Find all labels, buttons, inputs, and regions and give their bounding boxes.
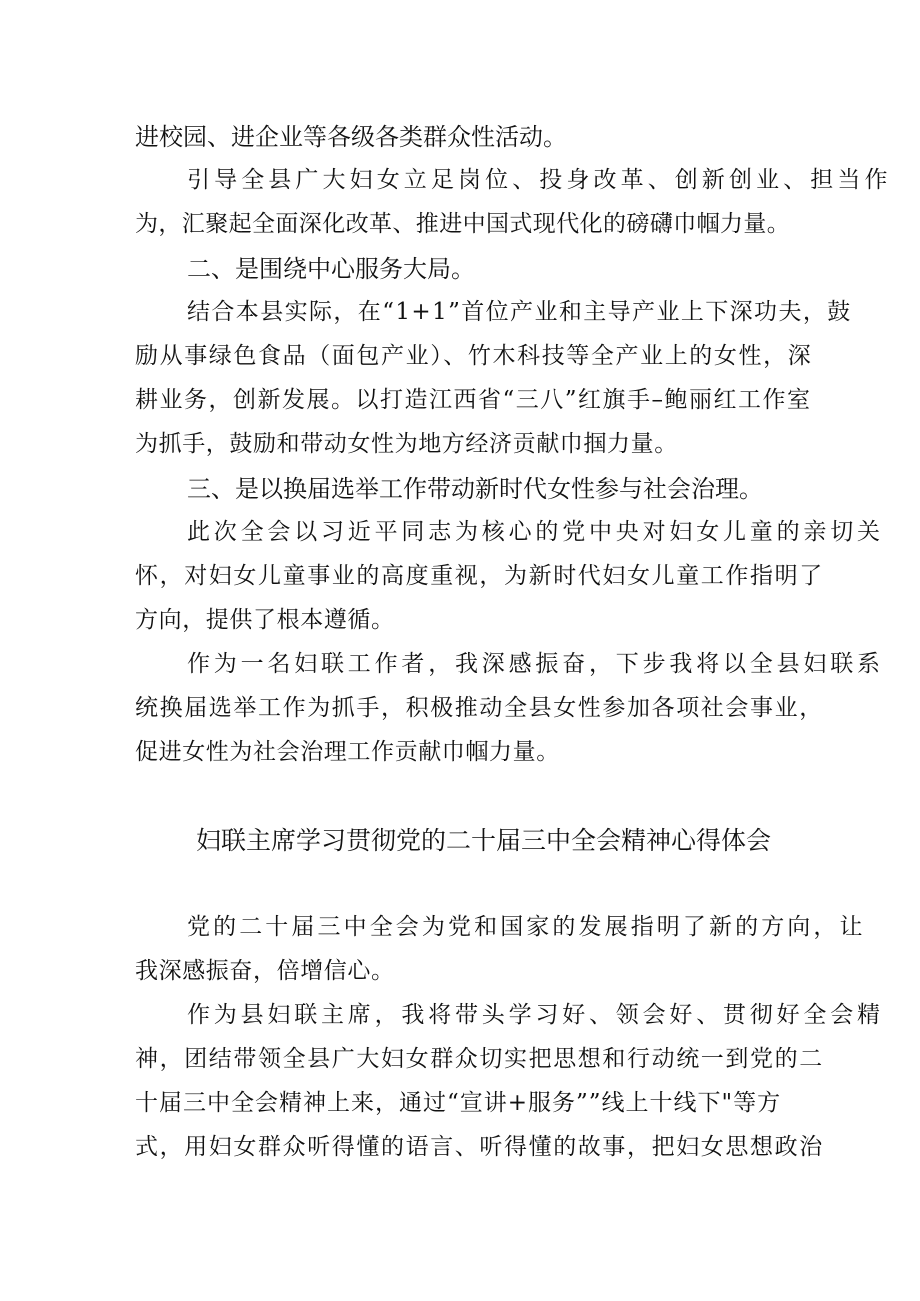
section-heading: 二、是围绕中心服务大局。 — [187, 255, 475, 283]
paragraph-line: 怀，对妇女儿童事业的高度重视，为新时代妇女儿童工作指明了 — [135, 563, 824, 589]
paragraph-continuation: 进校园、进企业等各级各类群众性活动。 — [135, 123, 567, 151]
paragraph-line: 结合本县实际，在“1+1”首位产业和主导产业上下深功夫，鼓 — [187, 299, 852, 325]
paragraph-line: 作为一名妇联工作者，我深感振奋，下步我将以全县妇联系 — [187, 651, 884, 677]
paragraph-line: 方向，提供了根本遵循。 — [135, 607, 395, 633]
paragraph-line: 党的二十届三中全会为党和国家的发展指明了新的方向，让 — [187, 914, 866, 940]
article-title: 妇联主席学习贯彻党的二十届三中全会精神心得体会 — [196, 826, 772, 855]
paragraph-line: 式，用妇女群众听得懂的语言、听得懂的故事，把妇女思想政治 — [135, 1134, 824, 1160]
paragraph-line: 十届三中全会精神上来，通过“宣讲+服务””线上十线下"等方 — [135, 1090, 782, 1116]
paragraph-line: 促进女性为社会治理工作贡献巾帼力量。 — [135, 739, 560, 765]
paragraph-line: 我深感振奋，倍增信心。 — [135, 958, 395, 984]
paragraph-line: 为抓手，鼓励和带动女性为地方经济贡献巾掴力量。 — [135, 431, 678, 457]
paragraph-line: 励从事绿色食品（面包产业）、竹木科技等全产业上的女性，深 — [135, 343, 813, 369]
paragraph-line: 作为县妇联主席，我将带头学习好、领会好、贯彻好全会精 — [187, 1002, 884, 1028]
paragraph-line: 引导全县广大妇女立足岗位、投身改革、创新创业、担当作 — [187, 167, 892, 193]
paragraph-line: 神，团结带领全县广大妇女群众切实把思想和行动统一到党的二 — [135, 1046, 824, 1072]
paragraph-line: 为，汇聚起全面深化改革、推进中国式现代化的磅礴巾帼力量。 — [135, 211, 791, 237]
paragraph-line: 统换届选举工作为抓手，积极推动全县女性参加各项社会事业， — [135, 695, 824, 721]
section-heading: 三、是以换届选举工作带动新时代女性参与社会治理。 — [187, 475, 763, 503]
paragraph-line: 耕业务，创新发展。以打造江西省“三八”红旗手–鲍丽红工作室 — [135, 387, 812, 413]
paragraph-line: 此次全会以习近平同志为核心的党中央对妇女儿童的亲切关 — [187, 519, 884, 545]
